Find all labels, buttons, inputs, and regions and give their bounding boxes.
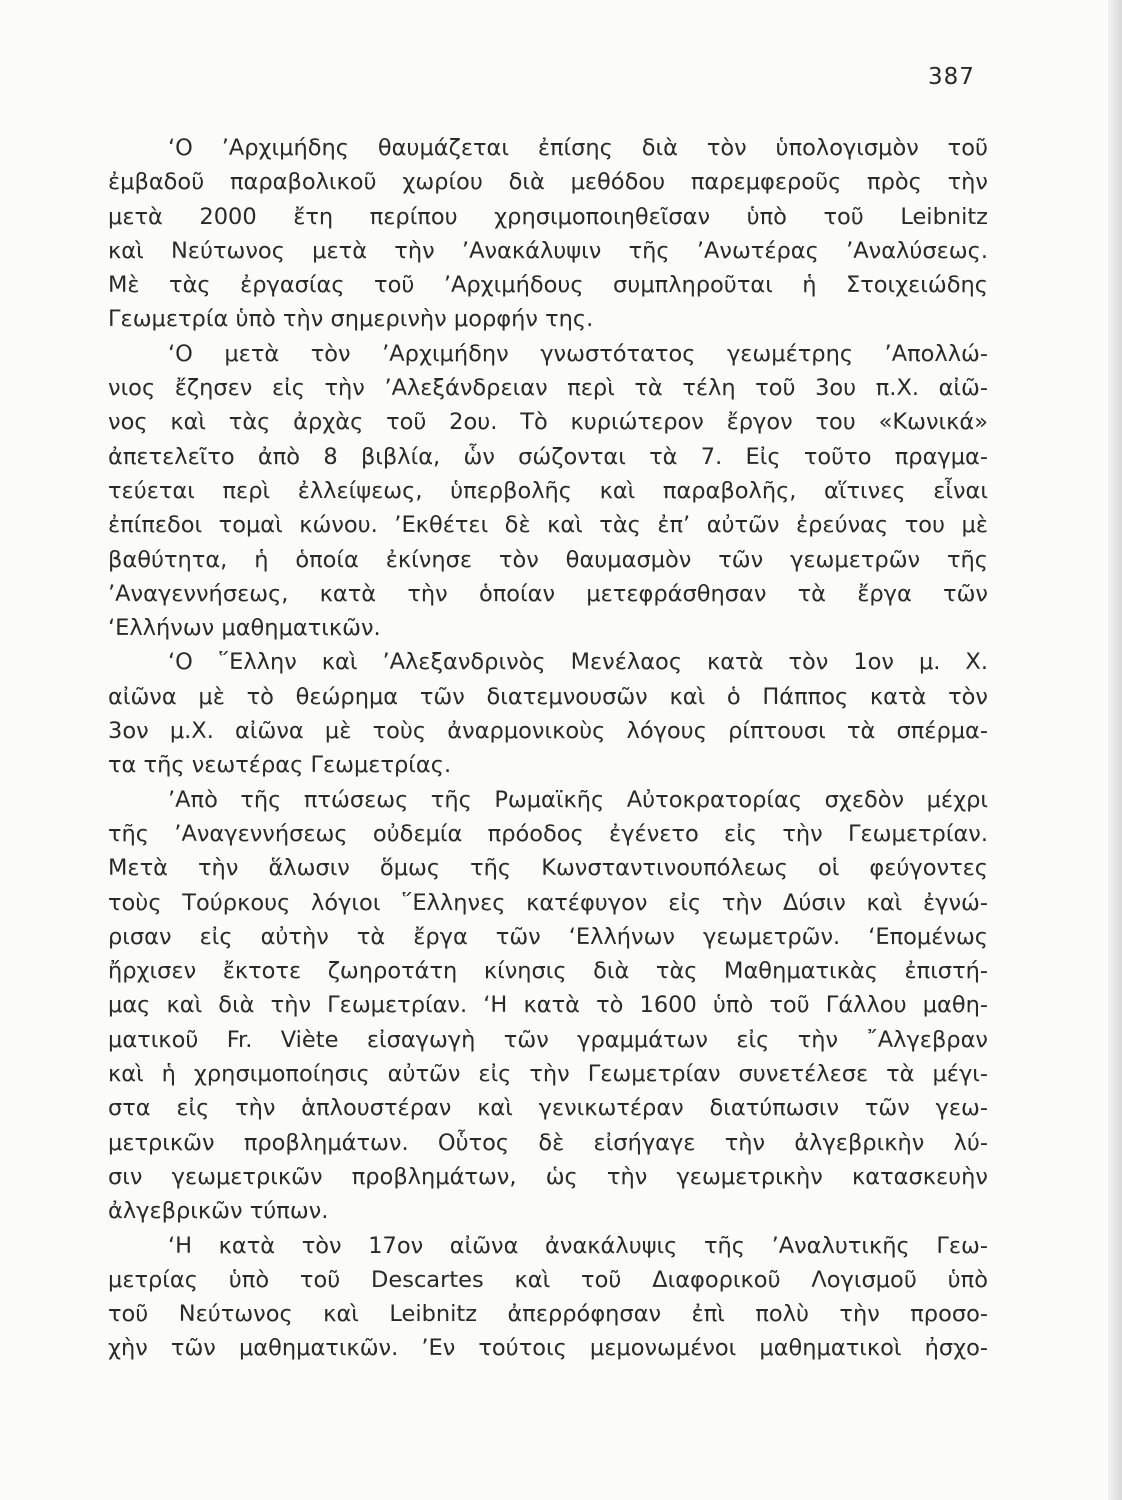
text-line: ἐμβαδοῦ παραβολικοῦ χωρίου διὰ μεθόδου παρεμφεροῦς πρὸς τὴν (108, 169, 988, 196)
text-line: ματικοῦ Fr. Viète εἰσαγωγὴ τῶν γραμμάτων εἰς τὴν ῎Αλγεβραν (108, 1026, 988, 1053)
text-line: ’Αναγεννήσεως, κατὰ τὴν ὁποίαν μετεφράσθησαν τὰ ἔργα τῶν (108, 580, 988, 607)
text-line: μετὰ 2000 ἔτη περίπου χρησιμοποιηθεῖσαν ὑπὸ τοῦ Leibnitz (108, 203, 988, 230)
text-line: ἐπίπεδοι τομαὶ κώνου. ’Εκθέτει δὲ καὶ τὰς ἐπ’ αὐτῶν ἐρεύνας του μὲ (108, 512, 988, 539)
body-text (108, 131, 988, 1366)
text-line: στα εἰς τὴν ἁπλουστέραν καὶ γενικωτέραν διατύπωσιν τῶν γεω- (108, 1095, 988, 1122)
text-line: νος καὶ τὰς ἀρχὰς τοῦ 2ου. Τὸ κυριώτερον ἔργον του «Κωνικά» (108, 409, 988, 436)
text-line: βαθύτητα, ἡ ὁποία ἐκίνησε τὸν θαυμασμὸν τῶν γεωμετρῶν τῆς (108, 546, 988, 573)
text-line: καὶ Νεύτωνος μετὰ τὴν ’Ανακάλυψιν τῆς ’Ανωτέρας ’Αναλύσεως. (108, 237, 988, 264)
text-line: μετρικῶν προβλημάτων. Οὗτος δὲ εἰσήγαγε τὴν ἀλγεβρικὴν λύ- (108, 1129, 988, 1156)
text-line: καὶ ἡ χρησιμοποίησις αὐτῶν εἰς τὴν Γεωμετρίαν συνετέλεσε τὰ μέγι- (108, 1061, 988, 1088)
text-line: Γεωμετρία ὑπὸ τὴν σημερινὴν μορφήν της. (108, 306, 594, 333)
page-number: 387 (928, 64, 975, 90)
text-line: ἤρχισεν ἔκτοτε ζωηροτάτη κίνησις διὰ τὰς Μαθηματικὰς ἐπιστή- (108, 958, 988, 985)
text-line: τῆς ’Αναγεννήσεως οὐδεμία πρόοδος ἐγένετο εἰς τὴν Γεωμετρίαν. (108, 820, 988, 847)
text-line: σιν γεωμετρικῶν προβλημάτων, ὡς τὴν γεωμετρικὴν κατασκευὴν (108, 1163, 988, 1190)
text-line: ‘Ο μετὰ τὸν ’Αρχιμήδην γνωστότατος γεωμέτρης ’Απολλώ- (168, 340, 988, 367)
text-line: 3ον μ.Χ. αἰῶνα μὲ τοὺς ἀναρμονικοὺς λόγους ρίπτουσι τὰ σπέρμα- (108, 718, 988, 745)
text-line: τοὺς Τούρκους λόγιοι ῞Ελληνες κατέφυγον εἰς τὴν Δύσιν καὶ ἐγνώ- (108, 889, 988, 916)
text-line: τεύεται περὶ ἐλλείψεως, ὑπερβολῆς καὶ παραβολῆς, αἵτινες εἶναι (108, 477, 988, 504)
text-line: τοῦ Νεύτωνος καὶ Leibnitz ἀπερρόφησαν ἐπὶ πολὺ τὴν προσο- (108, 1301, 988, 1328)
text-line: ‘Ελλήνων μαθηματικῶν. (108, 615, 381, 642)
text-line: ‘Ο ’Αρχιμήδης θαυμάζεται ἐπίσης διὰ τὸν ὑπολογισμὸν τοῦ (168, 135, 988, 161)
text-line: μας καὶ διὰ τὴν Γεωμετρίαν. ‘Η κατὰ τὸ 1600 ὑπὸ τοῦ Γάλλου μαθη- (108, 992, 988, 1019)
text-line: χὴν τῶν μαθηματικῶν. ’Εν τούτοις μεμονωμένοι μαθηματικοὶ ἠσχο- (108, 1335, 988, 1362)
text-line: νιος ἔζησεν εἰς τὴν ’Αλεξάνδρειαν περὶ τὰ τέλη τοῦ 3ου π.Χ. αἰῶ- (108, 375, 988, 402)
text-line: αἰῶνα μὲ τὸ θεώρημα τῶν διατεμνουσῶν καὶ ὁ Πάππος κατὰ τὸν (108, 683, 988, 710)
text-line: ’Απὸ τῆς πτώσεως τῆς Ρωμαϊκῆς Αὐτοκρατορίας σχεδὸν μέχρι (168, 786, 988, 813)
text-line: ἀλγεβρικῶν τύπων. (108, 1198, 329, 1225)
text-line: τα τῆς νεωτέρας Γεωμετρίας. (108, 752, 452, 779)
text-line: ‘Η κατὰ τὸν 17ον αἰῶνα ἀνακάλυψις τῆς ’Αναλυτικῆς Γεω- (168, 1232, 988, 1259)
text-line: ‘Ο ῞Ελλην καὶ ’Αλεξανδρινὸς Μενέλαος κατὰ τὸν 1ον μ. Χ. (168, 649, 988, 676)
text-line: Μὲ τὰς ἐργασίας τοῦ ’Αρχιμήδους συμπληροῦται ἡ Στοιχειώδης (108, 272, 988, 299)
text-line: Μετὰ τὴν ἅλωσιν ὅμως τῆς Κωνσταντινουπόλεως οἱ φεύγοντες (108, 855, 988, 882)
text-line: ρισαν εἰς αὐτὴν τὰ ἔργα τῶν ‘Ελλήνων γεωμετρῶν. ‘Επομένως (108, 923, 988, 950)
text-line: ἀπετελεῖτο ἀπὸ 8 βιβλία, ὧν σώζονται τὰ 7. Εἰς τοῦτο πραγμα- (108, 443, 988, 470)
page-edge-shadow (1108, 0, 1122, 1500)
text-line: μετρίας ὑπὸ τοῦ Descartes καὶ τοῦ Διαφορικοῦ Λογισμοῦ ὑπὸ (108, 1266, 988, 1293)
